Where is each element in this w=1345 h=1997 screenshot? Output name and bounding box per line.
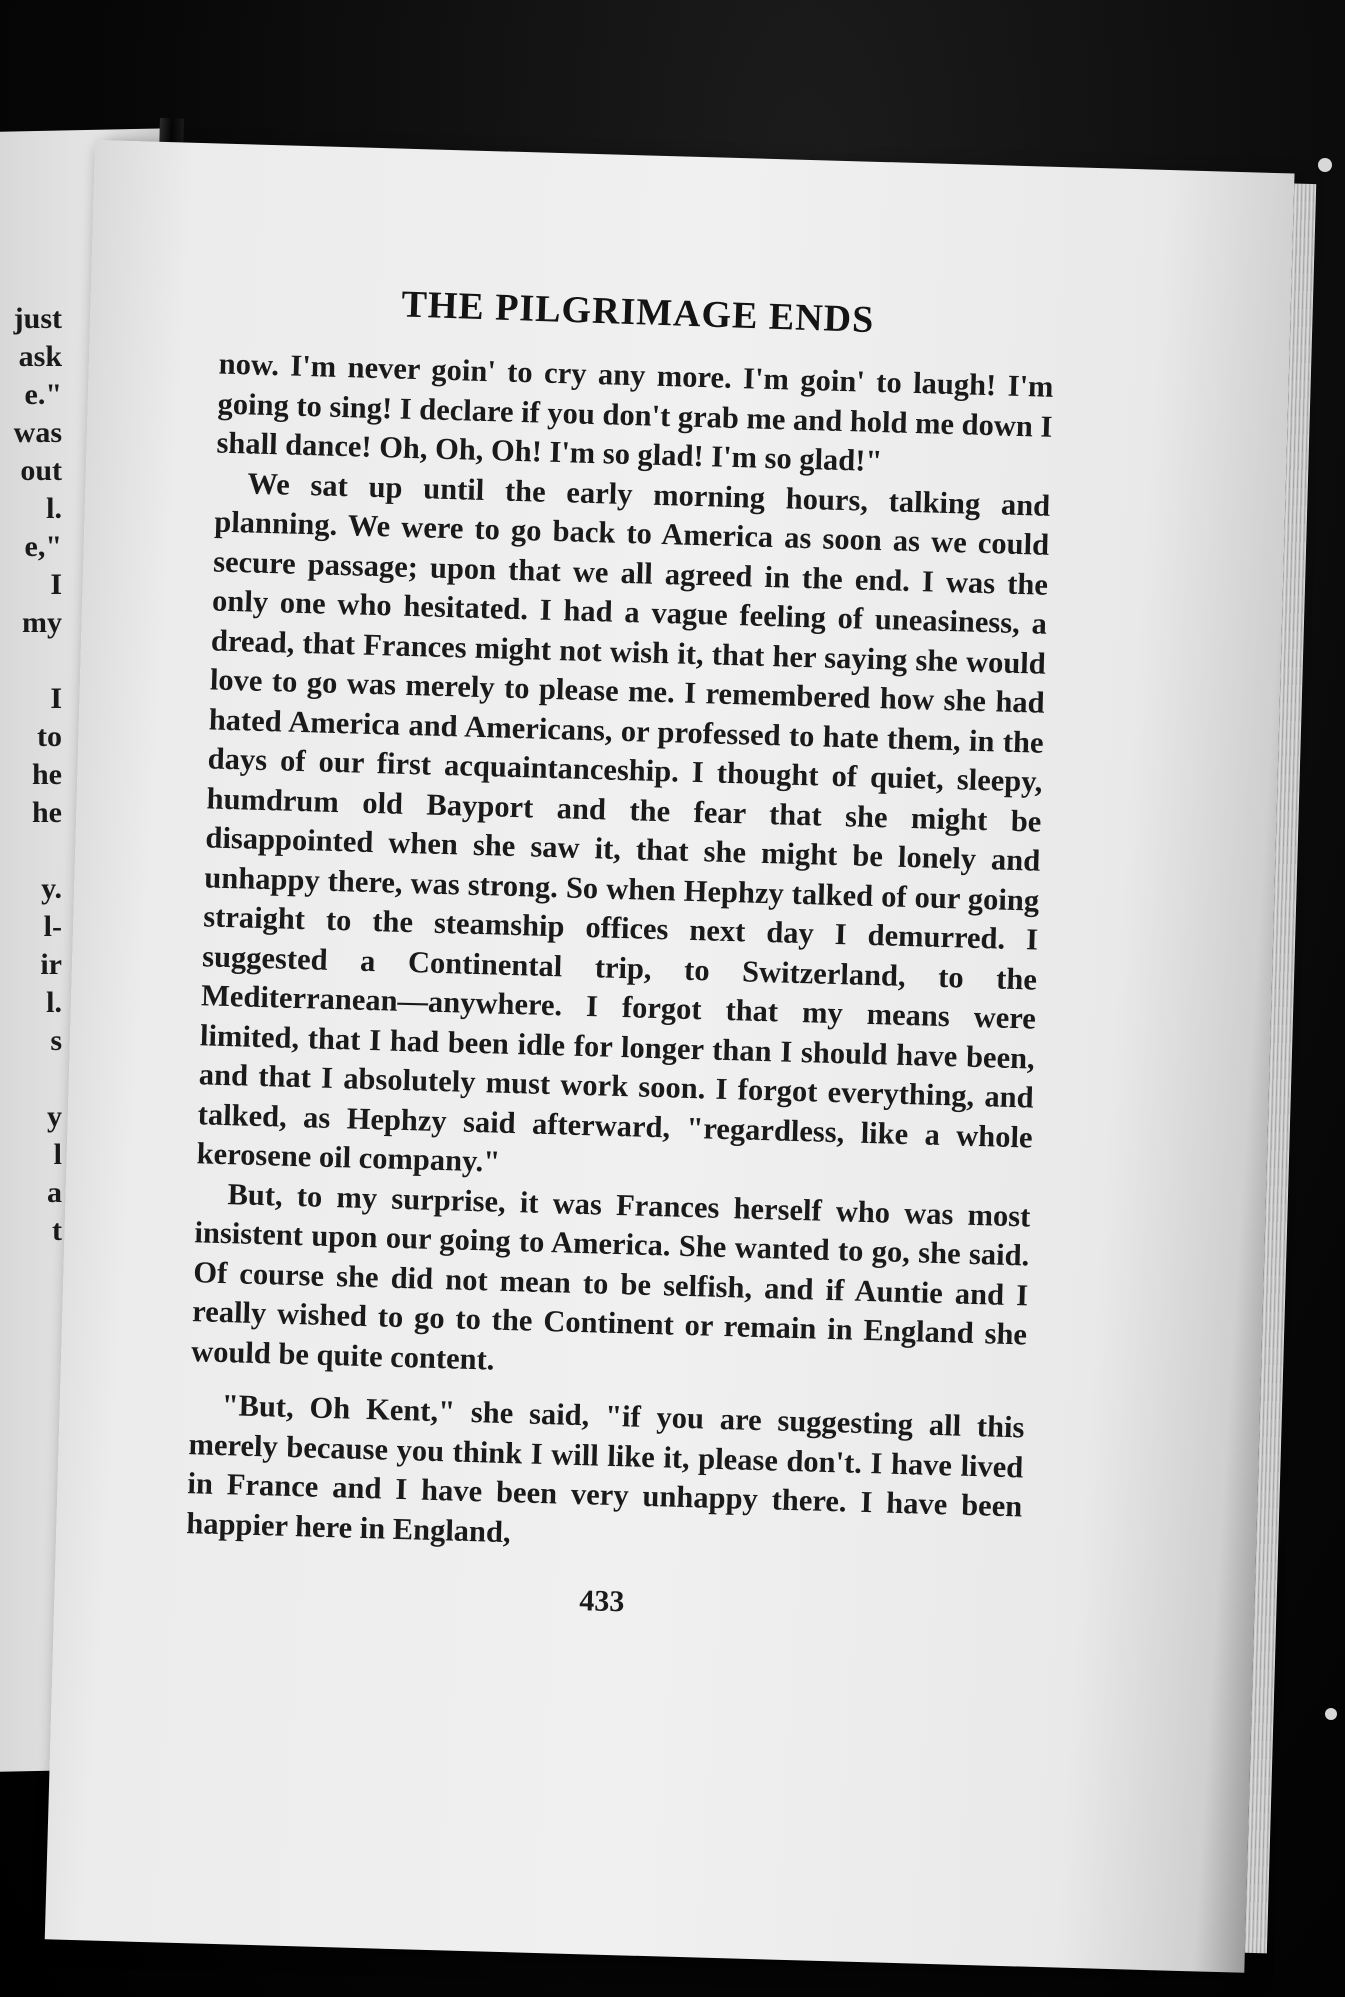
- text-fragment: I: [50, 568, 62, 601]
- text-fragment: l.: [46, 492, 62, 525]
- text-fragment: e.": [24, 378, 62, 411]
- paragraph: But, to my surprise, it was Frances herself who was most insistent upon our going to America. She wanted to go, she said. Of course she did not mean to be selfish, and if Auntie and I really wished to go to the Continent or remain in England she would be quite content.: [190, 1176, 1031, 1377]
- text-fragment: [0, 642, 62, 680]
- text-fragment: s: [50, 1024, 62, 1057]
- text-fragment: l.: [46, 986, 62, 1019]
- page-number: 433: [578, 1584, 625, 1619]
- body-text: [186, 345, 1054, 1567]
- text-fragment: he: [32, 796, 62, 829]
- text-fragment: just: [13, 302, 62, 335]
- paragraph: We sat up until the early morning hours, talking and planning. We were to go back to America as soon as we could secure passage; upon that we all agreed in the end. I was the only one who hesitated. I had a vague feeling of uneasiness, a dread, that Frances might not wish it, that her saying she would love to go was merely to please me. I remembered how she had hated America and Americans, or professed to hate them, in the days of our first acquaintanceship. I thought of quiet, sleepy, humdrum old Bayport and the fear that she might be disappointed when she saw it, that she might be lonely and unhappy there, was strong. So when Hephzy talked of our going straight to the steamship offices next day I demurred. I suggested a Continental trip, to Switzerland, to the Mediterranean—anywhere. I forgot that my means were limited, that I had been idle for longer than I should have been, and that I absolutely must work soon. I forgot everything, and talked, as Hephzy said afterward, "regardless, like a whole kerosene oil company.": [196, 465, 1051, 1179]
- text-fragment: [0, 1060, 62, 1098]
- text-fragment: [0, 832, 62, 870]
- text-fragment: y.: [41, 872, 62, 905]
- previous-page-text: [0, 300, 62, 1250]
- text-fragment: e,": [24, 530, 62, 563]
- page-edges: [1245, 184, 1316, 1954]
- text-fragment: I: [50, 682, 62, 715]
- text-fragment: ir: [40, 948, 62, 981]
- text-fragment: y: [47, 1100, 62, 1133]
- running-head: THE PILGRIMAGE ENDS: [400, 283, 875, 342]
- text-fragment: was: [13, 416, 62, 449]
- paragraph: now. I'm never goin' to cry any more. I'm goin' to laugh! I'm going to sing! I declare if you don't grab me and hold me down I shall dance! Oh, Oh, Oh! I'm so glad! I'm so glad!": [216, 346, 1054, 479]
- text-fragment: he: [32, 758, 62, 791]
- dust-speck: [1325, 1708, 1337, 1720]
- text-fragment: t: [52, 1214, 62, 1247]
- paragraph: "But, Oh Kent," she said, "if you are suggesting all this merely because you think I will like it, please don't. I have lived in France and I have been very unhappy there. I have been happier here in England,: [185, 1388, 1025, 1549]
- text-fragment: l: [53, 1138, 62, 1171]
- text-fragment: l-: [43, 910, 62, 943]
- page-content: [184, 279, 1056, 1631]
- dust-speck: [1318, 158, 1332, 172]
- text-fragment: out: [20, 454, 62, 487]
- text-fragment: my: [22, 606, 62, 639]
- book-page: [45, 140, 1295, 1973]
- text-fragment: ask: [18, 340, 62, 373]
- text-fragment: to: [37, 720, 62, 753]
- text-fragment: a: [47, 1176, 62, 1209]
